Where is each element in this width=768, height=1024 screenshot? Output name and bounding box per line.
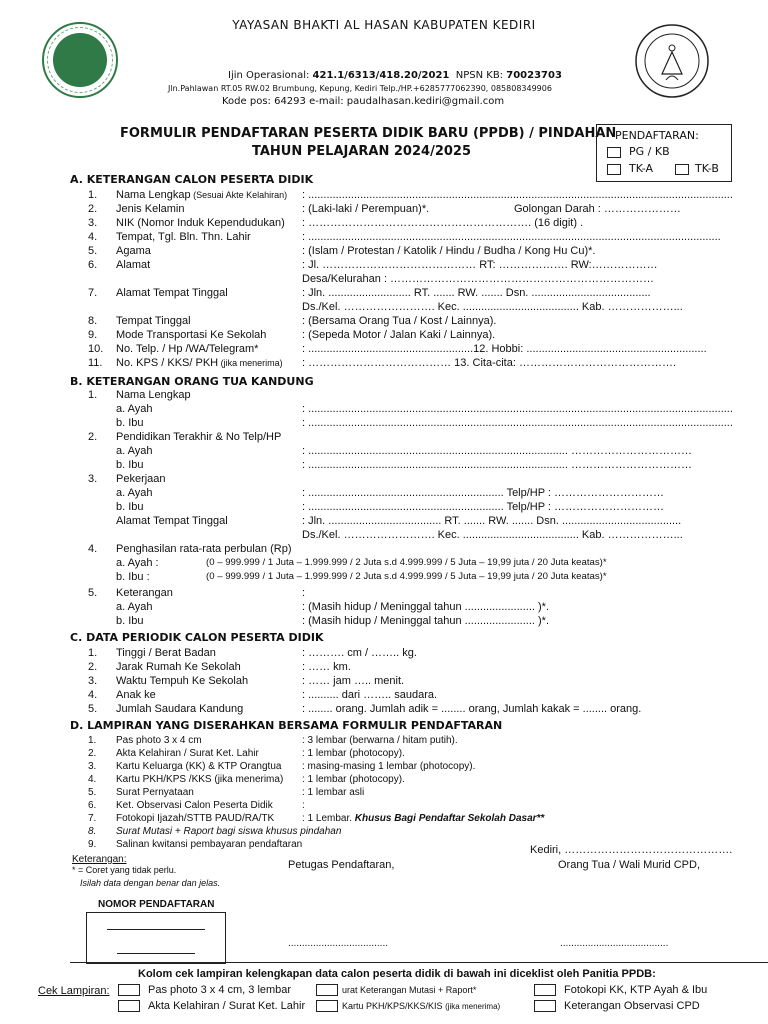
- check-kartu-pkh[interactable]: [316, 1000, 338, 1012]
- section-b-value-6[interactable]: : ..................................................................................... ……………………………: [302, 459, 692, 471]
- section-a-num: 2.: [88, 203, 98, 215]
- foundation-name: YAYASAN BHAKTI AL HASAN KABUPATEN KEDIRI: [232, 18, 536, 32]
- section-c-value-3[interactable]: : …… jam ….. menit.: [302, 675, 405, 687]
- section-b-label-14: b. Ibu :: [116, 571, 150, 583]
- section-d-label-3: Kartu Keluarga (KK) & KTP Orangtua: [116, 761, 282, 772]
- section-a-num: 9.: [88, 329, 98, 341]
- section-b-num: 3.: [88, 473, 98, 485]
- section-a-value-3[interactable]: : ……………………………………………………. (16 digit) .: [302, 217, 584, 229]
- cek-lampiran-label: Cek Lampiran:: [38, 985, 110, 997]
- note-coret: * = Coret yang tidak perlu.: [72, 865, 177, 875]
- section-b-num: 4.: [88, 543, 98, 555]
- section-d-num: 1.: [88, 735, 97, 746]
- section-b-label-16: a. Ayah: [116, 601, 153, 613]
- tut-wuri-handayani-logo: [632, 22, 712, 100]
- section-d-value-6: :: [302, 800, 305, 811]
- section-b-label-1: Nama Lengkap: [116, 389, 191, 401]
- option-tk-a: TK-A: [629, 162, 654, 175]
- section-c-label-2: Jarak Rumah Ke Sekolah: [116, 661, 241, 673]
- check-fotokopi-kk-label: Fotokopi KK, KTP Ayah & Ibu: [564, 984, 708, 996]
- section-d-label-4: Kartu PKH/KPS /KKS (jika menerima): [116, 774, 284, 785]
- section-c-label-5: Jumlah Saudara Kandung: [116, 703, 244, 715]
- section-a-value-5[interactable]: : (Islam / Protestan / Katolik / Hindu / Budha / Kong Hu Cu)*.: [302, 245, 596, 257]
- checkbox-tk-a[interactable]: [607, 164, 621, 175]
- check-pas-photo[interactable]: [118, 984, 140, 996]
- foundation-logo: [42, 22, 118, 98]
- npsn-label: NPSN KB:: [455, 70, 504, 81]
- section-b-label-13: a. Ayah :: [116, 557, 159, 569]
- section-a-label-2: Jenis Kelamin: [116, 203, 185, 215]
- section-b-value-2[interactable]: : ...........................................................................................................................................: [302, 403, 733, 415]
- section-c-num: 4.: [88, 689, 98, 701]
- section-d-value-3: : masing-masing 1 lembar (photocopy).: [302, 761, 476, 772]
- orangtua-label: Orang Tua / Wali Murid CPD,: [558, 859, 701, 871]
- check-kartu-pkh-label: [342, 1001, 500, 1011]
- section-b-value-17[interactable]: : (Masih hidup / Meninggal tahun ....................... )*.: [302, 615, 550, 627]
- section-a-num: 7.: [88, 287, 98, 299]
- section-b-label-9: b. Ibu: [116, 501, 144, 513]
- logo-calligraphy-emblem: [53, 33, 107, 87]
- section-c-label-1: Tinggi / Berat Badan: [116, 647, 216, 659]
- form-title-line2: TAHUN PELAJARAN 2024/2025: [252, 144, 472, 159]
- section-d-value-7: : 1 Lembar. Khusus Bagi Pendaftar Sekolah Dasar**: [302, 813, 545, 824]
- section-c-value-5[interactable]: : ........ orang. Jumlah adik = ........ orang, Jumlah kakak = ........ orang.: [302, 703, 642, 715]
- section-b-value-13[interactable]: (0 – 999.999 / 1 Juta – 1.999.999 / 2 Juta s.d 4.999.999 / 5 Juta – 19,99 juta / 20 Juta keatas)*: [206, 557, 607, 568]
- section-b-value-10[interactable]: : Jln. ..................................... RT. ....... RW. ....... Dsn. .......................................: [302, 515, 682, 527]
- section-b-value-8[interactable]: : ................................................................ Telp/HP : …………………………: [302, 487, 665, 499]
- option-tk-b: TK-B: [695, 162, 719, 175]
- check-akta[interactable]: [118, 1000, 140, 1012]
- golongan-darah-field[interactable]: Golongan Darah : …………………: [514, 203, 681, 215]
- note-isilah: Isilah data dengan benar dan jelas.: [80, 878, 221, 888]
- permit-number: 421.1/6313/418.20/2021: [312, 70, 450, 81]
- section-d-label-2: Akta Kelahiran / Surat Ket. Lahir: [116, 748, 259, 759]
- kediri-date: Kediri, ……………………………………….: [530, 844, 733, 856]
- npsn-number: 70023703: [506, 70, 562, 81]
- nomor-line-2: [117, 953, 195, 954]
- check-kartu-pkh-text: Kartu PKH/KPS/KKS/KIS: [342, 1001, 443, 1011]
- section-d-label-1: Pas photo 3 x 4 cm: [116, 735, 202, 746]
- section-a-value-4[interactable]: : .......................................................................................................................................: [302, 231, 721, 243]
- petugas-signature-line[interactable]: ....................................: [288, 938, 389, 949]
- section-a-title: A. KETERANGAN CALON PESERTA DIDIK: [70, 173, 314, 186]
- section-a-note: (Sesuai Akte Kelahiran): [190, 190, 288, 200]
- option-pg-kb: PG / KB: [629, 145, 670, 158]
- section-a-value-9[interactable]: Ds./Kel. ……………………. Kec. ...................................... Kab. ………………...: [302, 301, 683, 313]
- section-b-label-4: Pendidikan Terakhir & No Telp/HP: [116, 431, 282, 443]
- section-d-num-9: 9.: [88, 839, 97, 850]
- section-a-label-4: Tempat, Tgl. Bln. Thn. Lahir: [116, 231, 251, 243]
- section-d-title: D. LAMPIRAN YANG DISERAHKAN BERSAMA FORMULIR PENDAFTARAN: [70, 719, 503, 732]
- section-a-note: (jika menerima): [218, 358, 283, 368]
- orangtua-signature-line[interactable]: .......................................: [560, 938, 669, 949]
- section-b-value-11[interactable]: Ds./Kel. ……………………. Kec. ...................................... Kab. ………………...: [302, 529, 683, 541]
- section-c-value-4[interactable]: : .......... dari …….. saudara.: [302, 689, 438, 701]
- section-d-label-8: Surat Mutasi + Raport bagi siswa khusus pindahan: [116, 826, 342, 837]
- school-contact: Kode pos: 64293 e-mail: paudalhasan.kediri@gmail.com: [222, 96, 505, 107]
- checkbox-tk-b[interactable]: [675, 164, 689, 175]
- section-a-label-8: Alamat Tempat Tinggal: [116, 287, 228, 299]
- section-b-label-15: Keterangan: [116, 587, 173, 599]
- section-c-num: 1.: [88, 647, 98, 659]
- keterangan-label: Keterangan:: [72, 854, 127, 865]
- section-a-label-3: NIK (Nomor Induk Kependudukan): [116, 217, 285, 229]
- checklist-divider: [70, 962, 768, 963]
- section-b-value-3[interactable]: : ...........................................................................................................................................: [302, 417, 733, 429]
- section-b-label-8: a. Ayah: [116, 487, 153, 499]
- checklist-heading: Kolom cek lampiran kelengkapan data calon peserta didik di bawah ini diceklist oleh Panitia PPDB:: [138, 968, 656, 980]
- section-a-label-6: Alamat: [116, 259, 151, 271]
- section-d-num: 6.: [88, 800, 97, 811]
- section-d-num: 5.: [88, 787, 97, 798]
- check-akta-label: Akta Kelahiran / Surat Ket. Lahir: [148, 1000, 306, 1012]
- section-a-value-10[interactable]: : (Bersama Orang Tua / Kost / Lainnya).: [302, 315, 497, 327]
- check-observasi-label: Keterangan Observasi CPD: [564, 1000, 700, 1012]
- section-b-label-12: Penghasilan rata-rata perbulan (Rp): [116, 543, 292, 555]
- section-b-label-5: a. Ayah: [116, 445, 153, 457]
- section-d-label-6: Ket. Observasi Calon Peserta Didik: [116, 800, 273, 811]
- section-b-label-2: a. Ayah: [116, 403, 153, 415]
- section-a-num: 11.: [88, 357, 103, 369]
- section-c-value-1[interactable]: : ………. cm / …….. kg.: [302, 647, 417, 659]
- section-a-value-11[interactable]: : (Sepeda Motor / Jalan Kaki / Lainnya).: [302, 329, 496, 341]
- section-d-label-9: Salinan kwitansi pembayaran pendaftaran: [116, 839, 303, 850]
- section-d-num: 7.: [88, 813, 97, 824]
- section-d-label-7: Fotokopi Ijazah/STTB PAUD/RA/TK: [116, 813, 275, 824]
- section-b-title: B. KETERANGAN ORANG TUA KANDUNG: [70, 375, 314, 388]
- section-d-num-8: 8.: [88, 826, 97, 837]
- section-b-label-7: Pekerjaan: [116, 473, 166, 485]
- section-a-value-7[interactable]: Desa/Kelurahan : ………………………………………………………………: [302, 273, 655, 285]
- check-pas-photo-label: Pas photo 3 x 4 cm, 3 lembar: [148, 984, 292, 996]
- section-a-value-12[interactable]: : ......................................................12. Hobbi: ...........................................................: [302, 343, 707, 355]
- section-b-label-3: b. Ibu: [116, 417, 144, 429]
- section-b-value-9[interactable]: : ................................................................ Telp/HP : …………………………: [302, 501, 665, 513]
- section-c-num: 2.: [88, 661, 98, 673]
- section-c-label-3: Waktu Tempuh Ke Sekolah: [116, 675, 249, 687]
- section-a-num: 10.: [88, 343, 104, 355]
- section-d-value-1: : 3 lembar (berwarna / hitam putih).: [302, 735, 458, 746]
- section-b-value-5[interactable]: : ..................................................................................... ……………………………: [302, 445, 692, 457]
- section-a-value-13[interactable]: : ………………………………… 13. Cita-cita: …………………………………….: [302, 357, 677, 369]
- section-b-label-17: b. Ibu: [116, 615, 144, 627]
- section-a-value-8[interactable]: : Jln. ........................... RT. ....... RW. ....... Dsn. .......................................: [302, 287, 651, 299]
- section-a-num: 4.: [88, 231, 98, 243]
- section-b-label-10: Alamat Tempat Tinggal: [116, 515, 228, 527]
- form-title-line1: FORMULIR PENDAFTARAN PESERTA DIDIK BARU (PPDB) / PINDAHAN: [120, 126, 617, 141]
- section-b-label-6: b. Ibu: [116, 459, 144, 471]
- section-c-title: C. DATA PERIODIK CALON PESERTA DIDIK: [70, 631, 324, 644]
- petugas-label: Petugas Pendaftaran,: [288, 859, 395, 871]
- permit-line: [228, 70, 562, 81]
- section-b-value-16[interactable]: : (Masih hidup / Meninggal tahun ....................... )*.: [302, 601, 550, 613]
- section-d-num: 3.: [88, 761, 97, 772]
- section-a-value-6[interactable]: : Jl. …………………………………… RT: ………………. RW:………………: [302, 259, 658, 271]
- check-surat-mutasi-label: urat Keterangan Mutasi + Raport*: [342, 985, 477, 995]
- check-kartu-pkh-note: (jika menerima): [445, 1002, 501, 1011]
- check-fotokopi-kk[interactable]: [534, 984, 556, 996]
- section-a-num: 6.: [88, 259, 98, 271]
- khusus-sd-note: Khusus Bagi Pendaftar Sekolah Dasar**: [352, 813, 545, 824]
- section-c-value-2[interactable]: : …… km.: [302, 661, 351, 673]
- section-c-num: 3.: [88, 675, 98, 687]
- section-d-value-4: : 1 lembar (photocopy).: [302, 774, 405, 785]
- section-a-label-13: No. KPS / KKS/ PKH (jika menerima): [116, 357, 283, 369]
- nomor-line-1: [107, 929, 205, 930]
- permit-label: Ijin Operasional:: [228, 70, 310, 81]
- section-d-label-5: Surat Pernyataan: [116, 787, 194, 798]
- section-a-value-2[interactable]: : (Laki-laki / Perempuan)*.: [302, 203, 430, 215]
- section-a-num: 1.: [88, 189, 98, 201]
- section-d-value-2: : 1 lembar (photocopy).: [302, 748, 405, 759]
- nomor-pendaftaran-label: NOMOR PENDAFTARAN: [98, 899, 215, 910]
- section-c-num: 5.: [88, 703, 98, 715]
- checkbox-pg-kb[interactable]: [607, 147, 621, 158]
- section-c-label-4: Anak ke: [116, 689, 156, 701]
- registration-box: [596, 124, 732, 182]
- section-b-num: 1.: [88, 389, 98, 401]
- section-a-num: 8.: [88, 315, 98, 327]
- section-a-num: 3.: [88, 217, 98, 229]
- section-b-value-15[interactable]: :: [302, 587, 306, 599]
- section-a-label-11: Mode Transportasi Ke Sekolah: [116, 329, 267, 341]
- section-a-num: 5.: [88, 245, 98, 257]
- school-address: Jln.Pahlawan RT.05 RW.02 Brumbung, Kepung, Kediri Telp./HP.+6285777062390, 085808349906: [168, 84, 552, 93]
- section-d-num: 4.: [88, 774, 97, 785]
- section-d-num: 2.: [88, 748, 97, 759]
- section-a-label-12: No. Telp. / Hp /WA/Telegram*: [116, 343, 259, 355]
- section-a-value-1[interactable]: : ...........................................................................................................................................: [302, 189, 733, 201]
- section-a-label-5: Agama: [116, 245, 151, 257]
- section-b-num: 2.: [88, 431, 98, 443]
- check-observasi[interactable]: [534, 1000, 556, 1012]
- nomor-pendaftaran-box[interactable]: [86, 912, 226, 964]
- section-b-value-14[interactable]: (0 – 999.999 / 1 Juta – 1.999.999 / 2 Juta s.d 4.999.999 / 5 Juta – 19,99 juta / 20 Juta keatas)*: [206, 571, 607, 582]
- section-a-label-1: Nama Lengkap (Sesuai Akte Kelahiran): [116, 189, 288, 201]
- section-d-value-5: : 1 lembar asli: [302, 787, 365, 798]
- registration-label: PENDAFTARAN:: [615, 129, 699, 142]
- check-surat-mutasi[interactable]: [316, 984, 338, 996]
- section-a-label-10: Tempat Tinggal: [116, 315, 191, 327]
- section-b-num: 5.: [88, 587, 98, 599]
